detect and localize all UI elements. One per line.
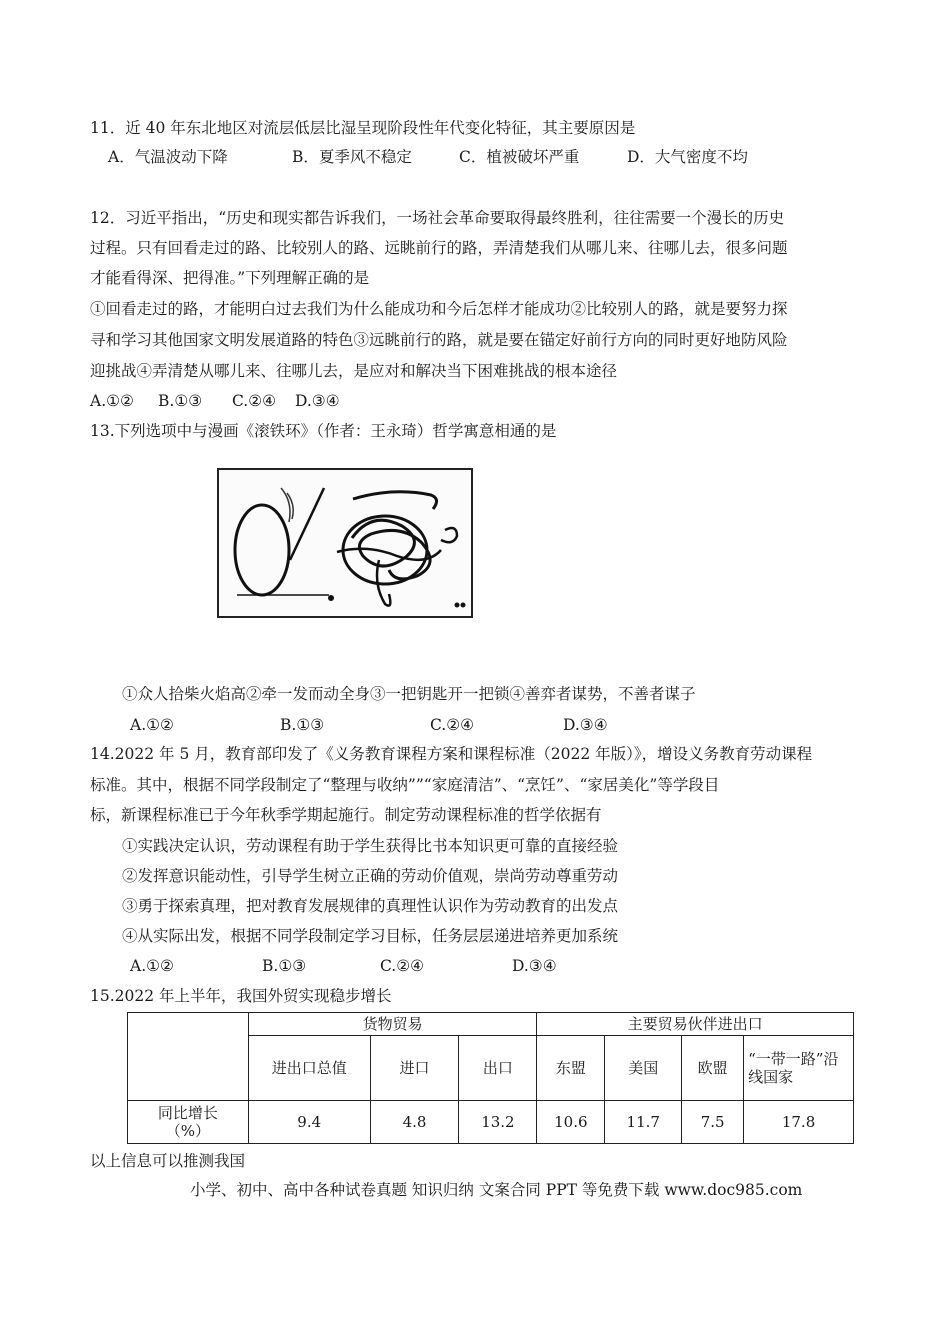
- trade-table: [127, 1012, 854, 1144]
- q12-line-4: ①回看走过的路，才能明白过去我们为什么能成功和今后怎样才能成功②比较别人的路，就是要努力探: [90, 300, 788, 318]
- q12-line-3: 才能看得深、把得准。”下列理解正确的是: [90, 269, 370, 287]
- q15-after-table: 以上信息可以推测我国: [90, 1152, 246, 1170]
- q11-option-b: B．夏季风不稳定: [292, 148, 412, 166]
- q13-stem: 13.下列选项中与漫画《滚铁环》（作者：王永琦）哲学寓意相通的是: [90, 422, 557, 440]
- cartoon-rolling-hoop: [217, 468, 473, 618]
- table-col-header: 美国: [605, 1036, 682, 1101]
- q13-option-b: B.①③: [280, 716, 325, 734]
- table-cell: 4.8: [370, 1101, 459, 1144]
- q13-option-c: C.②④: [430, 716, 475, 734]
- q14-choice-2: ②发挥意识能动性，引导学生树立正确的劳动价值观，崇尚劳动尊重劳动: [122, 867, 619, 885]
- q11-option-d: D．大气密度不均: [627, 148, 748, 166]
- q14-choice-3: ③勇于探索真理，把对教育发展规律的真理性认识作为劳动教育的出发点: [122, 897, 619, 915]
- q14-line-3: 标，新课程标准已于今年秋季学期起施行。制定劳动课程标准的哲学依据有: [90, 806, 602, 824]
- q13-option-a: A.①②: [130, 716, 174, 734]
- q15-stem: 15.2022 年上半年，我国外贸实现稳步增长: [90, 987, 392, 1005]
- q12-line-1: 12．习近平指出，“历史和现实都告诉我们，一场社会革命要取得最终胜利，往往需要一个漫长的历史: [90, 209, 785, 227]
- q12-option-d: D.③④: [295, 392, 340, 410]
- q14-choice-4: ④从实际出发，根据不同学段制定学习目标，任务层层递进培养更加系统: [122, 927, 619, 945]
- q14-line-2: 标准。其中，根据不同学段制定了“整理与收纳””“家庭清洁”、“烹饪”、“家居美化”等学段目: [90, 776, 720, 794]
- q11-stem: 11．近 40 年东北地区对流层低层比湿呈现阶段性年代变化特征，其主要原因是: [90, 119, 636, 137]
- table-group-goods: 货物贸易: [248, 1013, 537, 1036]
- table-cell: 17.8: [744, 1101, 854, 1144]
- q12-option-c: C.②④: [232, 392, 277, 410]
- q14-choice-1: ①实践决定认识，劳动课程有助于学生获得比书本知识更可靠的直接经验: [122, 837, 619, 855]
- q12-line-5: 寻和学习其他国家文明发展道路的特色③远眺前行的路，就是要在锚定好前行方向的同时更好地防风险: [90, 331, 788, 349]
- q13-choices: ①众人拾柴火焰高②牵一发而动全身③一把钥匙开一把锁④善弈者谋势，不善者谋子: [122, 685, 696, 703]
- q12-line-2: 过程。只有回看走过的路、比较别人的路、远眺前行的路，弄清楚我们从哪儿来、往哪儿去，很多问题: [90, 239, 788, 257]
- row-label-text: 同比增长: [157, 1104, 218, 1122]
- q14-option-a: A.①②: [130, 957, 174, 975]
- table-col-header: 东盟: [537, 1036, 605, 1101]
- q14-line-1: 14.2022 年 5 月，教育部印发了《义务教育课程方案和课程标准（2022 年版）》，增设义务教育劳动课程: [90, 745, 813, 763]
- page-footer: 小学、初中、高中各种试卷真题 知识归纳 文案合同 PPT 等免费下载 www.doc985.com: [190, 1181, 803, 1199]
- table-row-label: [128, 1101, 249, 1144]
- q13-option-d: D.③④: [563, 716, 608, 734]
- row-label-unit: （%）: [165, 1122, 211, 1140]
- q11-option-c: C．植被破坏严重: [459, 148, 580, 166]
- table-cell: 11.7: [605, 1101, 682, 1144]
- table-col-header: 进出口总值: [248, 1036, 370, 1101]
- q12-line-6: 迎挑战④弄清楚从哪儿来、往哪儿去，是应对和解决当下困难挑战的根本途径: [90, 362, 618, 380]
- table-cell: 7.5: [682, 1101, 744, 1144]
- q14-option-c: C.②④: [380, 957, 425, 975]
- q12-option-a: A.①②: [90, 392, 134, 410]
- q12-option-b: B.①③: [158, 392, 203, 410]
- table-cell: 13.2: [459, 1101, 537, 1144]
- q14-option-d: D.③④: [512, 957, 557, 975]
- table-cell: 9.4: [248, 1101, 370, 1144]
- table-cell: 10.6: [537, 1101, 605, 1144]
- table-col-header: “一带一路”沿线国家: [744, 1036, 854, 1101]
- table-corner-cell: [128, 1013, 249, 1101]
- table-col-header: 进口: [370, 1036, 459, 1101]
- table-group-partners: 主要贸易伙伴进出口: [537, 1013, 854, 1036]
- table-col-header: 出口: [459, 1036, 537, 1101]
- q14-option-b: B.①③: [262, 957, 307, 975]
- table-col-header: 欧盟: [682, 1036, 744, 1101]
- q11-option-a: A．气温波动下降: [108, 148, 228, 166]
